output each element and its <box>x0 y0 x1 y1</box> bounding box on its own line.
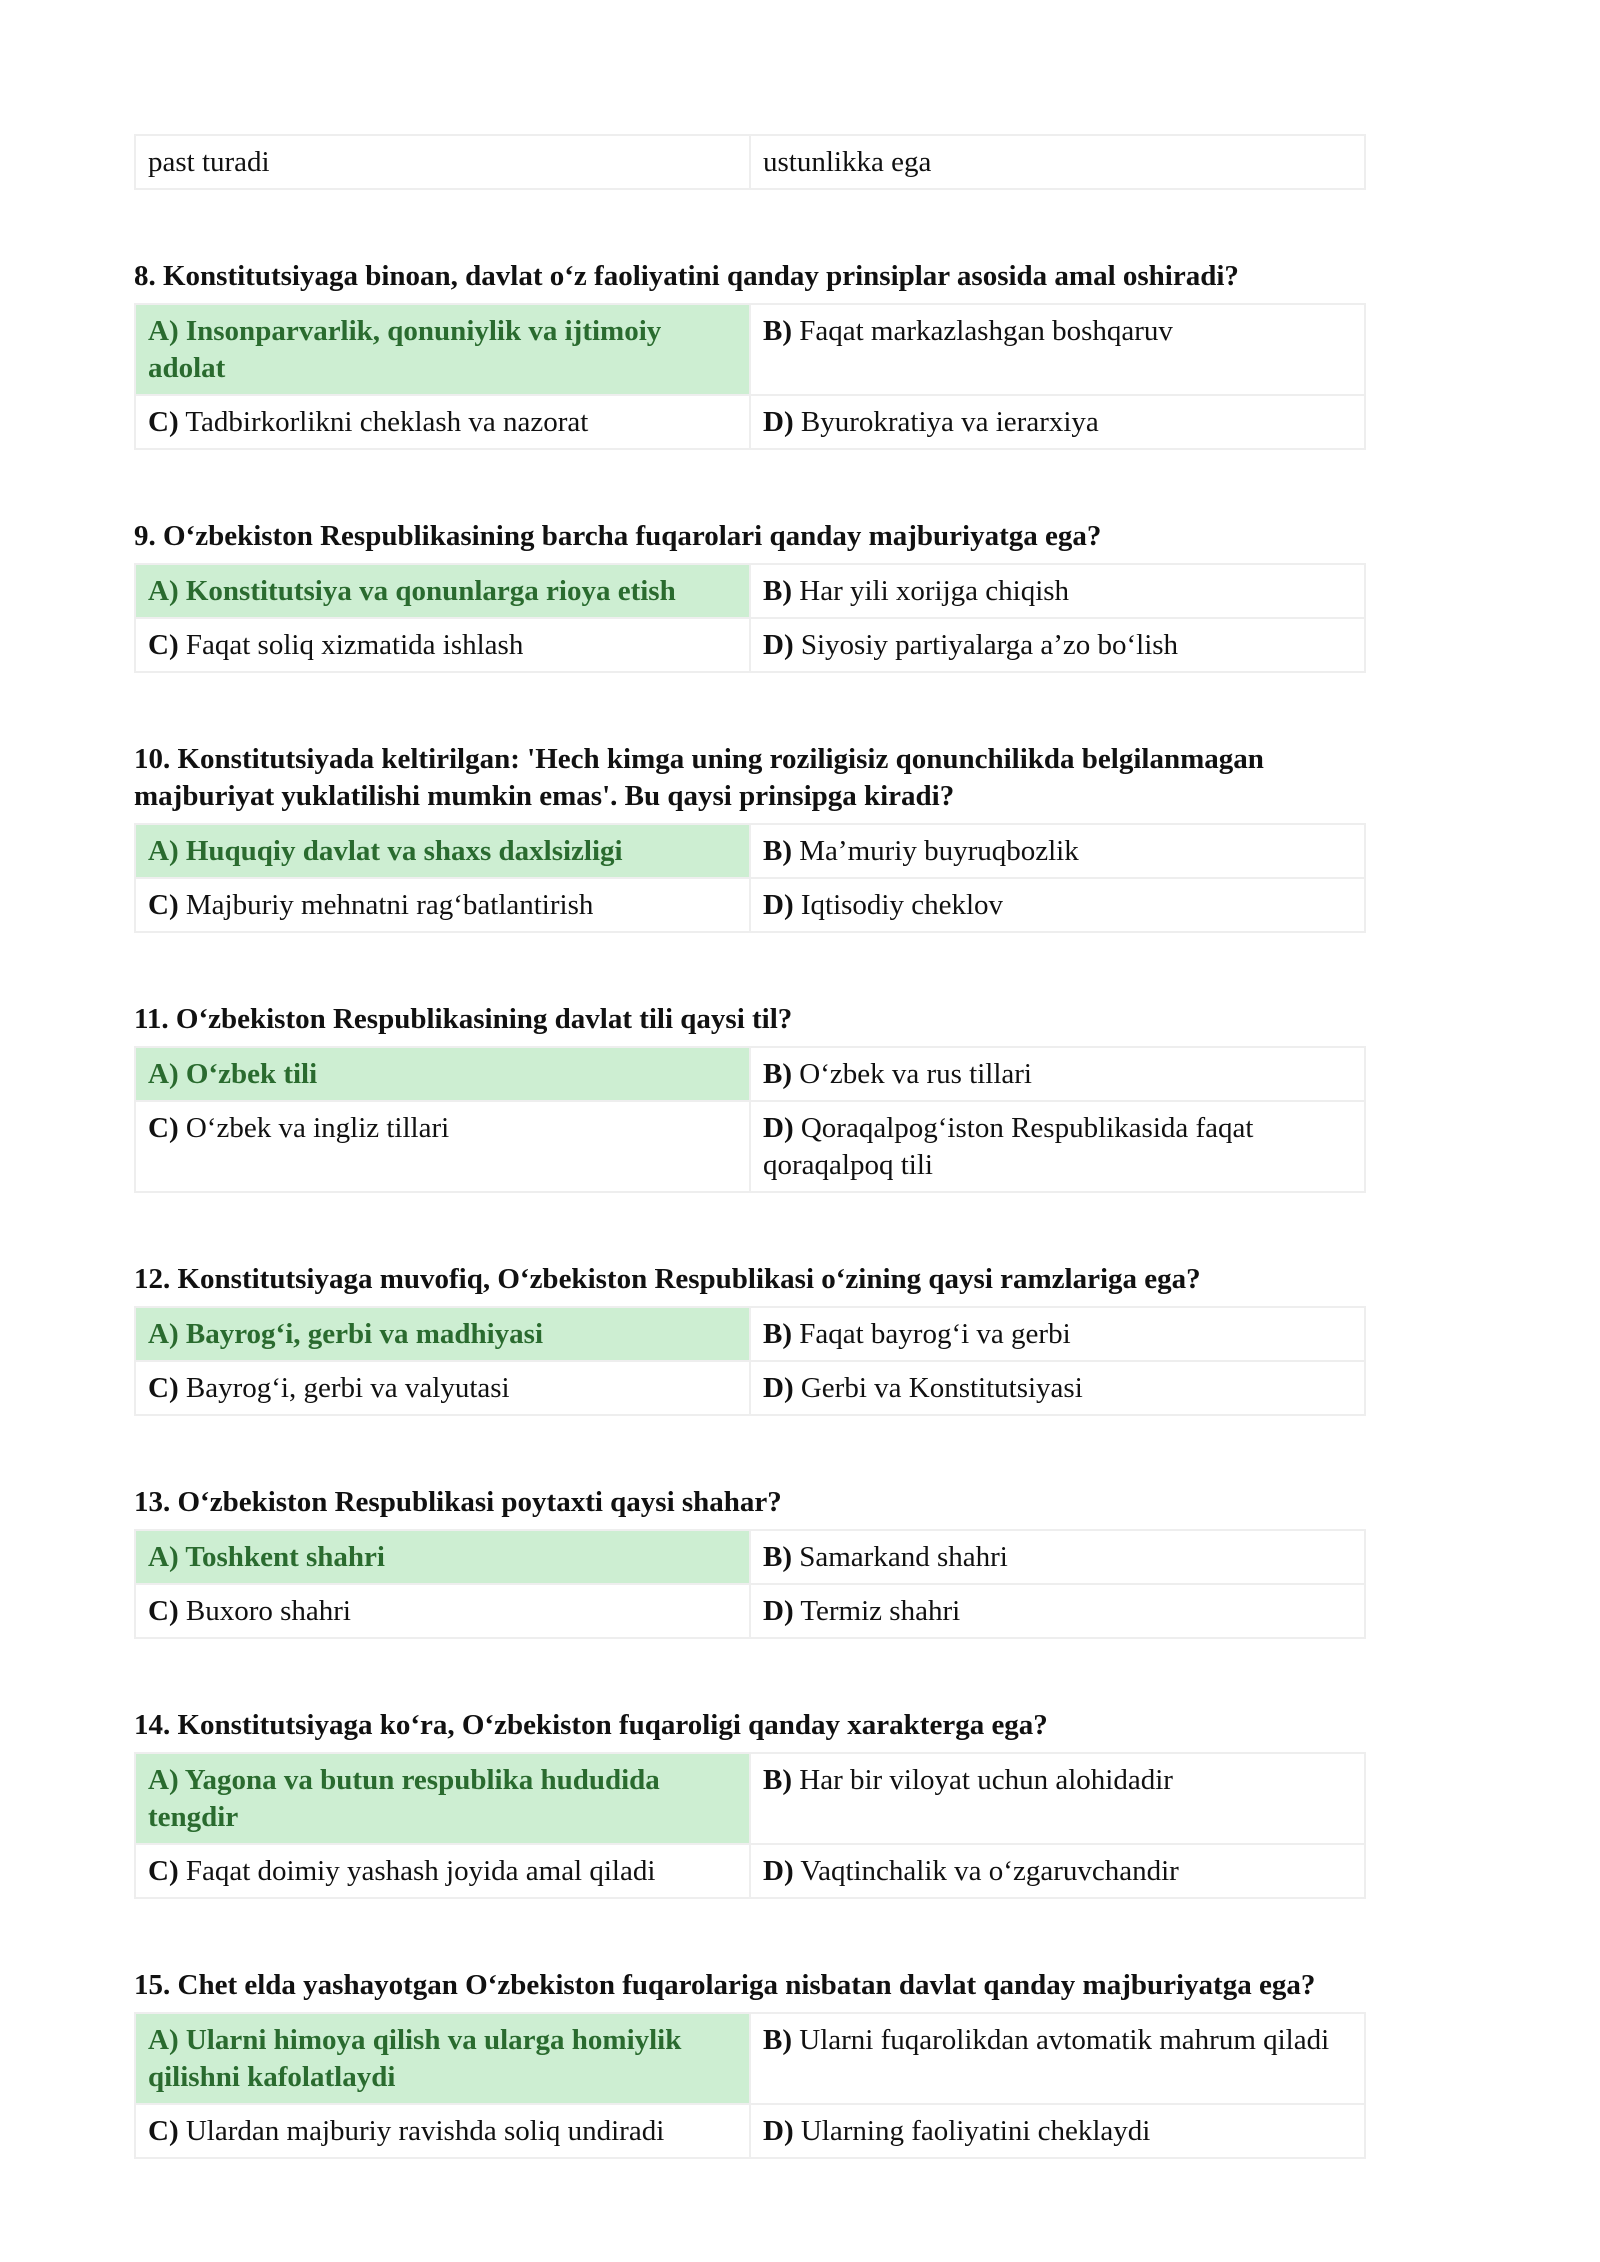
table-row <box>135 1844 1365 1898</box>
option-text: O‘zbek va ingliz tillari <box>185 1112 450 1144</box>
option-text: Insonparvarlik, qonuniylik va ijtimoiy adolat <box>148 315 662 384</box>
option-text: Faqat soliq xizmatida ishlash <box>185 629 524 661</box>
option-letter: B) <box>763 575 792 607</box>
question-text: 14. Konstitutsiyaga ko‘ra, O‘zbekiston fuqaroligi qanday xarakterga ega? <box>134 1709 1048 1741</box>
option-letter: C) <box>148 1595 179 1627</box>
continuation-right-cell: ustunlikka ega <box>750 135 1365 189</box>
option-letter: A) <box>148 1058 179 1090</box>
option-letter: D) <box>763 889 794 921</box>
option-cell <box>135 1584 750 1638</box>
option-text: Faqat bayrog‘i va gerbi <box>799 1318 1071 1350</box>
option-text: Gerbi va Konstitutsiyasi <box>800 1372 1083 1404</box>
option-cell <box>750 395 1365 449</box>
correct-option-cell <box>135 2013 750 2104</box>
option-text: Bayrog‘i, gerbi va madhiyasi <box>185 1318 544 1350</box>
option-cell <box>135 878 750 932</box>
table-row <box>135 1101 1365 1192</box>
table-row <box>135 135 1365 189</box>
question-block <box>134 1484 1366 1639</box>
options-table <box>134 2012 1366 2159</box>
option-cell <box>135 395 750 449</box>
continuation-block <box>134 134 1366 190</box>
option-text: Vaqtinchalik va o‘zgaruvchandir <box>800 1855 1179 1887</box>
option-letter: C) <box>148 406 179 438</box>
option-cell <box>750 2013 1365 2104</box>
option-cell <box>750 1530 1365 1584</box>
question-block <box>134 1707 1366 1899</box>
question-text: 8. Konstitutsiyaga binoan, davlat o‘z faoliyatini qanday prinsiplar asosida amal oshiradi? <box>134 260 1239 292</box>
option-letter: C) <box>148 889 179 921</box>
question-text: 15. Chet elda yashayotgan O‘zbekiston fuqarolariga nisbatan davlat qanday majburiyatga ega? <box>134 1969 1316 2001</box>
option-cell <box>750 878 1365 932</box>
option-cell <box>750 1101 1365 1192</box>
question-block <box>134 258 1366 450</box>
table-row <box>135 1307 1365 1361</box>
option-text: Termiz shahri <box>800 1595 961 1627</box>
option-text: Iqtisodiy cheklov <box>800 889 1004 921</box>
option-letter: B) <box>763 1058 792 1090</box>
option-cell <box>750 1844 1365 1898</box>
option-text: Majburiy mehnatni rag‘batlantirish <box>185 889 594 921</box>
option-text: Ularning faoliyatini cheklaydi <box>800 2115 1151 2147</box>
table-row <box>135 304 1365 395</box>
table-row <box>135 1361 1365 1415</box>
table-row <box>135 2104 1365 2158</box>
option-letter: D) <box>763 2115 794 2147</box>
option-cell <box>135 1101 750 1192</box>
option-letter: A) <box>148 1541 179 1573</box>
option-letter: A) <box>148 1318 179 1350</box>
question-text: 9. O‘zbekiston Respublikasining barcha fuqarolari qanday majburiyatga ega? <box>134 520 1102 552</box>
options-table <box>134 1529 1366 1639</box>
correct-option-cell <box>135 824 750 878</box>
option-letter: C) <box>148 1112 179 1144</box>
option-text: Tadbirkorlikni cheklash va nazorat <box>185 406 589 438</box>
option-letter: B) <box>763 1318 792 1350</box>
question-block <box>134 1261 1366 1416</box>
options-table <box>134 1752 1366 1899</box>
option-text: Har yili xorijga chiqish <box>799 575 1070 607</box>
option-cell <box>750 304 1365 395</box>
table-row <box>135 1584 1365 1638</box>
question-text: 12. Konstitutsiyaga muvofiq, O‘zbekiston Respublikasi o‘zining qaysi ramzlariga ega? <box>134 1263 1201 1295</box>
option-cell <box>135 618 750 672</box>
option-letter: A) <box>148 315 179 347</box>
correct-option-cell <box>135 1530 750 1584</box>
option-letter: D) <box>763 1112 794 1144</box>
option-cell <box>750 564 1365 618</box>
table-row <box>135 2013 1365 2104</box>
option-letter: B) <box>763 835 792 867</box>
option-letter: D) <box>763 629 794 661</box>
option-cell <box>750 1047 1365 1101</box>
option-letter: B) <box>763 1541 792 1573</box>
option-letter: B) <box>763 315 792 347</box>
option-text: Har bir viloyat uchun alohidadir <box>799 1764 1173 1796</box>
option-text: Toshkent shahri <box>185 1541 385 1573</box>
options-table <box>134 303 1366 450</box>
option-text: Ma’muriy buyruqbozlik <box>799 835 1079 867</box>
quiz-page <box>134 134 1366 2159</box>
option-letter: B) <box>763 2024 792 2056</box>
option-text: Bayrog‘i, gerbi va valyutasi <box>185 1372 510 1404</box>
option-letter: C) <box>148 2115 179 2147</box>
option-text: Huquqiy davlat va shaxs daxlsizligi <box>185 835 623 867</box>
options-table <box>134 563 1366 673</box>
question-text: 11. O‘zbekiston Respublikasining davlat tili qaysi til? <box>134 1003 793 1035</box>
correct-option-cell <box>135 564 750 618</box>
option-letter: D) <box>763 1372 794 1404</box>
table-row <box>135 878 1365 932</box>
correct-option-cell <box>135 1753 750 1844</box>
table-row <box>135 1047 1365 1101</box>
option-text: Faqat doimiy yashash joyida amal qiladi <box>185 1855 656 1887</box>
option-text: O‘zbek va rus tillari <box>799 1058 1032 1090</box>
option-letter: B) <box>763 1764 792 1796</box>
option-text: Faqat markazlashgan boshqaruv <box>799 315 1173 347</box>
option-text: Ularni himoya qilish va ularga homiylik qilishni kafolatlaydi <box>148 2024 682 2093</box>
question-text: 10. Konstitutsiyada keltirilgan: 'Hech kimga uning roziligisiz qonunchilikda belgilanmagan majburiyat yuklatilishi mumkin emas'. Bu qaysi prinsipga kiradi? <box>134 743 1264 812</box>
option-letter: A) <box>148 1764 179 1796</box>
option-cell <box>750 1307 1365 1361</box>
option-text: Buxoro shahri <box>185 1595 351 1627</box>
continuation-left-cell: past turadi <box>135 135 750 189</box>
option-text: Ulardan majburiy ravishda soliq undiradi <box>185 2115 665 2147</box>
table-row <box>135 395 1365 449</box>
option-text: Ularni fuqarolikdan avtomatik mahrum qiladi <box>799 2024 1330 2056</box>
option-letter: D) <box>763 1595 794 1627</box>
correct-option-cell <box>135 1047 750 1101</box>
table-row <box>135 618 1365 672</box>
correct-option-cell <box>135 1307 750 1361</box>
option-letter: A) <box>148 835 179 867</box>
option-letter: C) <box>148 1855 179 1887</box>
option-letter: A) <box>148 575 179 607</box>
option-cell <box>750 1584 1365 1638</box>
option-cell <box>750 1753 1365 1844</box>
option-letter: C) <box>148 1372 179 1404</box>
correct-option-cell <box>135 304 750 395</box>
option-cell <box>750 1361 1365 1415</box>
option-text: Konstitutsiya va qonunlarga rioya etish <box>185 575 676 607</box>
option-cell <box>750 2104 1365 2158</box>
option-letter: C) <box>148 629 179 661</box>
option-text: O‘zbek tili <box>185 1058 318 1090</box>
option-cell <box>135 1361 750 1415</box>
question-block <box>134 518 1366 673</box>
options-table <box>134 1306 1366 1416</box>
option-text: Samarkand shahri <box>799 1541 1008 1573</box>
option-letter: D) <box>763 1855 794 1887</box>
option-letter: D) <box>763 406 794 438</box>
table-row <box>135 1753 1365 1844</box>
option-cell <box>750 618 1365 672</box>
question-block <box>134 1967 1366 2159</box>
question-block <box>134 1001 1366 1193</box>
options-table <box>134 1046 1366 1193</box>
table-row <box>135 1530 1365 1584</box>
question-text: 13. O‘zbekiston Respublikasi poytaxti qaysi shahar? <box>134 1486 782 1518</box>
question-block <box>134 741 1366 933</box>
continuation-table <box>134 134 1366 190</box>
option-text: Yagona va butun respublika hududida tengdir <box>148 1764 660 1833</box>
option-text: Siyosiy partiyalarga a’zo bo‘lish <box>800 629 1179 661</box>
table-row <box>135 824 1365 878</box>
option-text: Qoraqalpog‘iston Respublikasida faqat qoraqalpoq tili <box>763 1112 1254 1181</box>
option-letter: A) <box>148 2024 179 2056</box>
option-cell <box>135 1844 750 1898</box>
options-table <box>134 823 1366 933</box>
question-list <box>134 258 1366 2159</box>
table-row <box>135 564 1365 618</box>
option-cell <box>750 824 1365 878</box>
option-cell <box>135 2104 750 2158</box>
option-text: Byurokratiya va ierarxiya <box>800 406 1099 438</box>
